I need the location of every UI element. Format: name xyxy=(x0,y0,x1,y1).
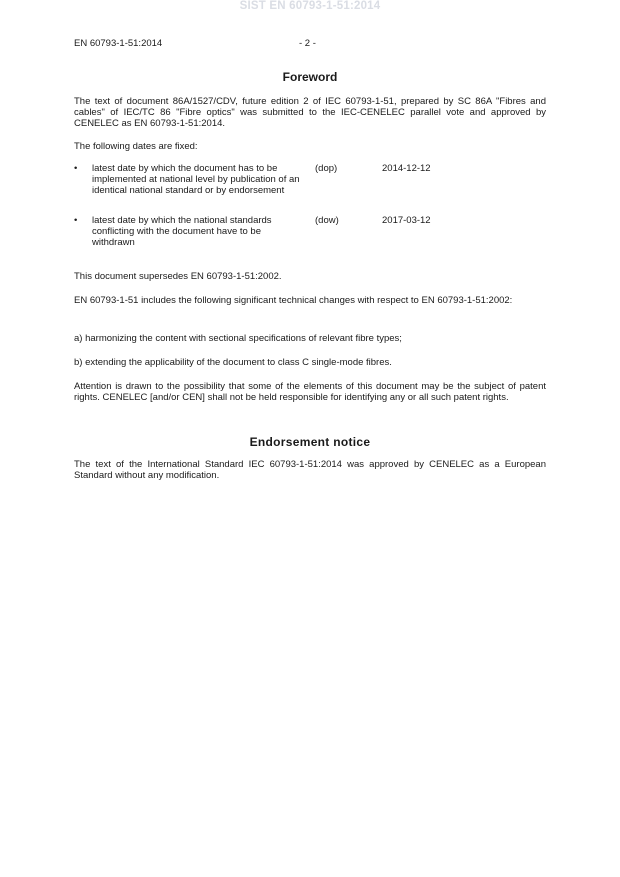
changes-intro-paragraph: EN 60793-1-51 includes the following significant technical changes with respect to EN 60793-1-51:2002: xyxy=(74,295,513,306)
change-a-item: a) harmonizing the content with sectional specifications of relevant fibre types; xyxy=(74,333,402,344)
change-b-item: b) extending the applicability of the document to class C single-mode fibres. xyxy=(74,357,392,368)
dates-list xyxy=(74,164,546,268)
bullet: • xyxy=(74,215,78,226)
document-reference: EN 60793-1-51:2014 xyxy=(74,38,163,49)
endorsement-paragraph: The text of the International Standard IEC 60793-1-51:2014 was approved by CENELEC as a European Standard without any modification. xyxy=(74,459,546,481)
date-abbreviation: (dop) xyxy=(315,163,338,174)
endorsement-heading: Endorsement notice xyxy=(249,435,371,449)
date-abbreviation: (dow) xyxy=(315,215,339,226)
page-number: - 2 - xyxy=(299,38,316,49)
foreword-heading: Foreword xyxy=(282,70,338,84)
date-value: 2014-12-12 xyxy=(382,163,431,174)
date-description: latest date by which the national standards conflicting with the document have to be withdrawn xyxy=(92,215,272,248)
watermark: SIST EN 60793-1-51:2014 xyxy=(239,0,381,12)
dates-intro-paragraph: The following dates are fixed: xyxy=(74,141,198,152)
foreword-intro-paragraph: The text of document 86A/1527/CDV, future edition 2 of IEC 60793-1-51, prepared by SC 86A "Fibres and cables" of IEC/TC 86 "Fibre optics" was submitted to the IEC-CENELEC parallel vote and approved by CENELEC as EN 60793-1-51:2014. xyxy=(74,96,546,129)
date-value: 2017-03-12 xyxy=(382,215,431,226)
date-row-dop xyxy=(74,164,546,216)
date-row-dow xyxy=(74,216,546,268)
supersedes-paragraph: This document supersedes EN 60793-1-51:2002. xyxy=(74,271,282,282)
bullet: • xyxy=(74,163,78,174)
date-description: latest date by which the document has to be implemented at national level by publication of an identical national standard or by endorsement xyxy=(92,163,300,196)
patent-paragraph: Attention is drawn to the possibility that some of the elements of this document may be the subject of patent rights. CENELEC [and/or CEN] shall not be held responsible for identifying any or all such patent rights. xyxy=(74,381,546,403)
